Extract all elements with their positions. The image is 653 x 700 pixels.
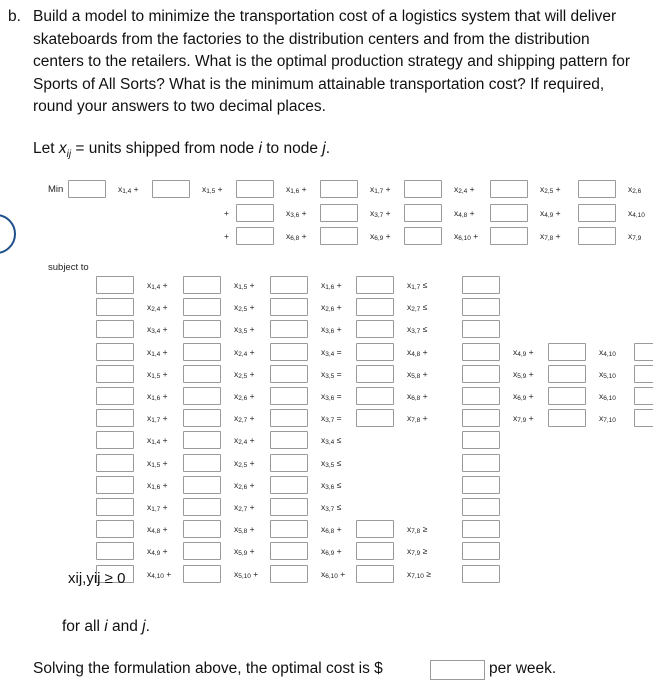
constraint-term: $x_{2,5}$ + (234, 302, 255, 314)
constraint-coef-input[interactable] (356, 365, 394, 383)
constraint-coef-input[interactable] (96, 520, 134, 538)
constraint-term: $x_{2,5}$ + (234, 457, 255, 469)
constraint-term: $x_{3,5}$ ≤ (321, 457, 342, 469)
constraint-term: $x_{1,7}$ + (147, 502, 168, 513)
constraint-coef-input[interactable] (270, 520, 308, 538)
constraint-coef-input[interactable] (548, 409, 586, 427)
constraint-term: $x_{6,8}$ + (321, 524, 342, 536)
node-j: j (322, 140, 326, 157)
constraint-term: $x_{1,5}$ + (147, 368, 168, 380)
objective-term: $x_{1,5}$ + (202, 184, 223, 195)
optimal-cost-input[interactable] (430, 660, 485, 680)
constraint-coef-input[interactable] (270, 298, 308, 316)
constraint-rhs-input[interactable] (462, 298, 500, 316)
variable-definition (33, 140, 330, 160)
per-week-label: per week. (489, 660, 557, 677)
constraint-rhs-input[interactable] (462, 454, 500, 472)
objective-coef-input[interactable] (236, 180, 274, 198)
constraint-term: $x_{1,4}$ + (147, 280, 168, 291)
constraint-term: $x_{5,9}$ + (513, 368, 534, 380)
constraint-coef-input[interactable] (96, 476, 134, 494)
objective-term: $x_{6,8}$ + (286, 231, 307, 242)
objective-term: $x_{2,6}$ (628, 184, 642, 195)
constraint-term: $x_{3,6}$ ≤ (321, 479, 342, 491)
objective-coef-input[interactable] (490, 180, 528, 198)
constraint-coef-input[interactable] (270, 365, 308, 383)
let-prefix: Let (33, 140, 59, 157)
constraint-term: $x_{3,7}$ ≤ (407, 324, 428, 336)
constraint-coef-input[interactable] (183, 409, 221, 427)
constraint-rhs-input[interactable] (634, 387, 653, 405)
objective-term: $x_{2,4}$ + (454, 184, 475, 195)
objective-term: $x_{1,6}$ + (286, 184, 307, 195)
constraint-term: $x_{1,6}$ + (147, 479, 168, 491)
constraint-term: $x_{3,4}$ = (321, 346, 342, 358)
constraint-term: $x_{7,10}$ ≥ (407, 568, 431, 580)
objective-coef-input[interactable] (320, 227, 358, 245)
constraint-term: $x_{3,6}$ = (321, 391, 342, 402)
objective-term: $x_{4,10}$ (628, 208, 645, 219)
constraint-term: $x_{6,9}$ + (321, 546, 342, 558)
constraint-term: $x_{6,8}$ + (407, 391, 428, 402)
constraint-coef-input[interactable] (183, 498, 221, 516)
objective-coef-input[interactable] (578, 180, 616, 198)
constraint-term: $x_{3,7}$ ≤ (321, 502, 342, 513)
constraint-term: $x_{4,8}$ + (407, 346, 428, 358)
question-label: b. (8, 8, 21, 25)
objective-coef-input[interactable] (320, 180, 358, 198)
constraint-term: $x_{7,9}$ ≥ (407, 546, 428, 558)
constraint-rhs-input[interactable] (462, 431, 500, 449)
constraint-coef-input[interactable] (548, 343, 586, 361)
constraint-coef-input[interactable] (96, 276, 134, 294)
objective-coef-input[interactable] (236, 227, 274, 245)
objective-coef-input[interactable] (578, 227, 616, 245)
constraint-term: $x_{1,6}$ + (147, 391, 168, 402)
constraint-coef-input[interactable] (183, 365, 221, 383)
constraint-term: $x_{2,6}$ + (234, 479, 255, 491)
constraint-coef-input[interactable] (356, 409, 394, 427)
for-all-prefix: for all (62, 618, 105, 635)
constraint-coef-input[interactable] (462, 409, 500, 427)
constraint-rhs-input[interactable] (462, 565, 500, 583)
constraint-coef-input[interactable] (183, 320, 221, 338)
constraint-term: $x_{7,9}$ + (513, 413, 534, 425)
objective-coef-input[interactable] (404, 204, 442, 222)
objective-coef-input[interactable] (578, 204, 616, 222)
side-marker (0, 214, 16, 254)
constraint-rhs-input[interactable] (462, 542, 500, 560)
constraint-coef-input[interactable] (462, 387, 500, 405)
objective-coef-input[interactable] (490, 204, 528, 222)
constraint-coef-input[interactable] (356, 565, 394, 583)
constraint-term: $x_{2,4}$ + (234, 435, 255, 447)
constraint-coef-input[interactable] (183, 298, 221, 316)
constraint-rhs-input[interactable] (634, 343, 653, 361)
constraint-rhs-input[interactable] (462, 520, 500, 538)
constraint-coef-input[interactable] (356, 276, 394, 294)
solve-text: Solving the formulation above, the optimal cost is $ (33, 660, 383, 677)
constraint-term: $x_{3,7}$ = (321, 413, 342, 425)
constraint-coef-input[interactable] (96, 298, 134, 316)
constraint-term: $x_{2,7}$ ≤ (407, 302, 428, 314)
question (8, 6, 644, 119)
constraint-term: $x_{7,10}$ (599, 413, 616, 425)
constraint-term: $x_{3,4}$ ≤ (321, 435, 342, 447)
constraint-term: $x_{6,10}$ + (321, 568, 346, 580)
constraint-coef-input[interactable] (270, 276, 308, 294)
constraint-term: $x_{2,6}$ + (321, 302, 342, 314)
constraint-term: $x_{3,6}$ + (321, 324, 342, 336)
constraint-coef-input[interactable] (270, 565, 308, 583)
constraint-coef-input[interactable] (96, 409, 134, 427)
for-all-mid: and (107, 618, 143, 635)
constraint-coef-input[interactable] (183, 565, 221, 583)
objective-coef-input[interactable] (404, 180, 442, 198)
for-all-end: . (145, 618, 150, 635)
constraint-coef-input[interactable] (183, 387, 221, 405)
constraint-coef-input[interactable] (270, 542, 308, 560)
objective-coef-input[interactable] (68, 180, 106, 198)
constraint-coef-input[interactable] (270, 409, 308, 427)
objective-term: $x_{7,9}$ (628, 231, 642, 242)
constraint-coef-input[interactable] (96, 498, 134, 516)
constraint-term: $x_{1,6}$ + (321, 280, 342, 291)
constraint-term: $x_{1,5}$ + (234, 280, 255, 291)
constraint-rhs-input[interactable] (634, 365, 653, 383)
constraint-coef-input[interactable] (183, 476, 221, 494)
constraint-coef-input[interactable] (183, 431, 221, 449)
constraint-term: $x_{1,4}$ + (147, 346, 168, 358)
constraint-term: $x_{7,8}$ + (407, 413, 428, 425)
constraint-coef-input[interactable] (270, 498, 308, 516)
constraint-term: $x_{4,10}$ (599, 346, 616, 358)
constraint-coef-input[interactable] (96, 454, 134, 472)
objective-coef-input[interactable] (152, 180, 190, 198)
constraint-term: $x_{2,7}$ + (234, 413, 255, 425)
constraint-term: $x_{3,4}$ + (147, 324, 168, 336)
constraint-coef-input[interactable] (270, 476, 308, 494)
constraint-rhs-input[interactable] (634, 409, 653, 427)
constraint-rhs-input[interactable] (462, 476, 500, 494)
constraint-coef-input[interactable] (96, 542, 134, 560)
constraint-term: $x_{7,8}$ ≥ (407, 524, 428, 536)
constraint-term: $x_{4,8}$ + (147, 524, 168, 536)
objective-term: $x_{6,9}$ + (370, 231, 391, 242)
constraint-term: $x_{4,10}$ + (147, 568, 172, 580)
constraint-coef-input[interactable] (270, 454, 308, 472)
objective-term: $x_{1,4}$ + (118, 184, 139, 195)
objective-coef-input[interactable] (236, 204, 274, 222)
objective-term: $x_{2,5}$ + (540, 184, 561, 195)
constraint-term: $x_{4,9}$ + (513, 346, 534, 358)
constraint-term: $x_{5,8}$ + (407, 368, 428, 380)
constraint-coef-input[interactable] (96, 365, 134, 383)
objective-term: $x_{3,7}$ + (370, 208, 391, 219)
constraint-term: $x_{3,5}$ + (234, 324, 255, 336)
question-text: Build a model to minimize the transportation cost of a logistics system that will deliver skateboards from the factories to the distribution centers and from the distribution centers to the retailers. What is the optimal production strategy and shipping pattern for Sports of All Sorts? What is the minimum attainable transportation cost? If required, round your answers to two decimal places. (33, 8, 631, 115)
constraint-coef-input[interactable] (270, 320, 308, 338)
for-all-i: i (104, 618, 108, 635)
constraint-coef-input[interactable] (356, 298, 394, 316)
objective-plus: + (224, 208, 229, 218)
constraint-coef-input[interactable] (356, 542, 394, 560)
constraint-coef-input[interactable] (356, 343, 394, 361)
objective-term: $x_{1,7}$ + (370, 184, 391, 195)
constraint-term: $x_{5,9}$ + (234, 546, 255, 558)
constraint-term: $x_{4,9}$ + (147, 546, 168, 558)
constraint-coef-input[interactable] (183, 520, 221, 538)
objective-term: $x_{3,6}$ + (286, 208, 307, 219)
var-sub: ij (66, 149, 72, 161)
constraint-term: $x_{2,4}$ + (234, 346, 255, 358)
objective-term: $x_{6,10}$ + (454, 231, 479, 242)
constraint-coef-input[interactable] (356, 520, 394, 538)
constraint-term: $x_{5,10}$ + (234, 568, 259, 580)
constraint-coef-input[interactable] (548, 365, 586, 383)
constraint-coef-input[interactable] (462, 365, 500, 383)
constraint-coef-input[interactable] (270, 343, 308, 361)
let-mid: to node (261, 140, 323, 157)
constraint-coef-input[interactable] (270, 431, 308, 449)
objective-term: $x_{4,9}$ + (540, 208, 561, 219)
constraint-rhs-input[interactable] (462, 498, 500, 516)
objective-plus: + (224, 231, 229, 241)
constraint-coef-input[interactable] (183, 454, 221, 472)
constraint-rhs-input[interactable] (462, 320, 500, 338)
constraint-term: $x_{1,4}$ + (147, 435, 168, 447)
constraint-term: $x_{1,5}$ + (147, 457, 168, 469)
constraint-term: $x_{5,10}$ (599, 368, 616, 380)
min-label: Min (48, 184, 64, 195)
constraint-coef-input[interactable] (462, 343, 500, 361)
constraint-coef-input[interactable] (270, 387, 308, 405)
constraint-term: $x_{2,4}$ + (147, 302, 168, 314)
for-all-j: j (142, 618, 146, 635)
objective-coef-input[interactable] (404, 227, 442, 245)
constraint-term: $x_{5,8}$ + (234, 524, 255, 536)
constraint-term: $x_{2,5}$ + (234, 368, 255, 380)
constraint-term: $x_{3,5}$ = (321, 368, 342, 380)
constraint-coef-input[interactable] (96, 320, 134, 338)
objective-term: $x_{4,8}$ + (454, 208, 475, 219)
constraint-term: $x_{1,7}$ ≤ (407, 280, 428, 291)
node-i: i (258, 140, 262, 157)
constraint-rhs-input[interactable] (462, 276, 500, 294)
var-x: x (58, 140, 67, 157)
constraint-term: $x_{2,6}$ + (234, 391, 255, 402)
constraint-coef-input[interactable] (356, 387, 394, 405)
let-suffix: = units shipped from node (71, 140, 259, 157)
nonnegativity: xij,yij ≥ 0 (68, 570, 126, 587)
constraint-coef-input[interactable] (96, 431, 134, 449)
constraint-coef-input[interactable] (183, 276, 221, 294)
constraint-coef-input[interactable] (183, 343, 221, 361)
constraint-coef-input[interactable] (548, 387, 586, 405)
subject-to-label: subject to (48, 262, 89, 273)
constraint-coef-input[interactable] (356, 320, 394, 338)
constraint-term: $x_{2,7}$ + (234, 502, 255, 513)
objective-term: $x_{7,8}$ + (540, 231, 561, 242)
for-all-line (62, 618, 150, 636)
constraint-coef-input[interactable] (96, 387, 134, 405)
objective-coef-input[interactable] (490, 227, 528, 245)
objective-coef-input[interactable] (320, 204, 358, 222)
let-end: . (325, 140, 331, 157)
constraint-term: $x_{6,10}$ (599, 391, 616, 402)
constraint-term: $x_{6,9}$ + (513, 391, 534, 402)
constraint-term: $x_{1,7}$ + (147, 413, 168, 425)
constraint-coef-input[interactable] (183, 542, 221, 560)
constraint-coef-input[interactable] (96, 343, 134, 361)
